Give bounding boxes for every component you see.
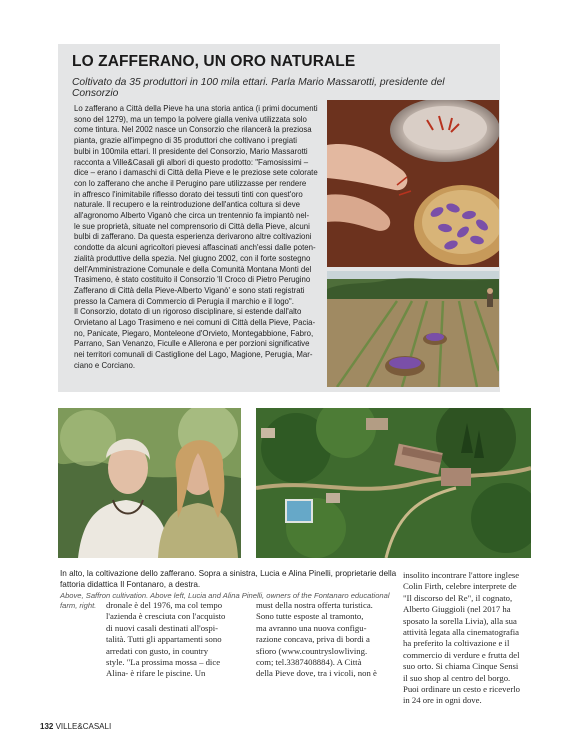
body-line: Trasimeno, è stato costituito il Consorzio 'Il Croco di Pietro Perugino: [74, 275, 311, 285]
body-line: no, Panicate, Piegaro, Monteleone d'Orvieto, Montegabbione, Fabro,: [74, 328, 314, 338]
column-line: insolito incontrare l'attore inglese: [403, 570, 520, 580]
body-line: Parrano, San Venanzo, Ficulle e Allerona e per porzioni significative: [74, 339, 310, 349]
body-line: in affresco l'inimitabile riflesso dorato dei tessuti tinti con quest'oro: [74, 189, 303, 199]
body-line: racconta a Ville&Casali gli albori di questo prodotto: "Famosissimi –: [74, 157, 309, 167]
magazine-name: VILLE&CASALI: [55, 722, 112, 731]
column-right: [403, 570, 545, 707]
column-line: ma avranno una nuova configu-: [256, 622, 367, 633]
column-line: in 24 ore in ogni dove.: [403, 695, 482, 706]
body-line: zialità produttive della spezia. Nel giugno 2002, con il forte sostegno: [74, 253, 311, 263]
body-line: dice – erano i damaschi di Città della Pieve e le preziose sete colorate: [74, 168, 318, 178]
pinelli-portrait-photo: [58, 408, 241, 558]
body-line: condotte da alcuni agricoltori pievesi affascinati anch'essi dalle poten-: [74, 243, 316, 253]
body-line: Zafferano di Città della Pieve-Alberto Viganò' e sono stati registrati: [74, 285, 305, 295]
column-line: Colin Firth, celebre interprete de: [403, 581, 517, 592]
body-line: nei territori comunali di Castiglione del Lago, Magione, Perugia, Mar-: [74, 350, 313, 360]
body-line: naturale. Il recupero e la reintroduzione dell'antica coltura si deve: [74, 200, 301, 210]
column-line: sposato la sorella Livia), alla sua: [403, 615, 517, 626]
column-line: della Pieve dove, tra i vicoli, non è: [256, 668, 377, 679]
column-line: il suo shop al centro del borgo.: [403, 672, 511, 683]
body-line: bulbi in 100mila ettari. Il presidente del Consorzio, Mario Massarotti: [74, 146, 308, 156]
body-line: ciano e Corciano.: [74, 360, 136, 370]
column-line: ha preferito la coltivazione e il: [403, 638, 510, 649]
column-line: com; tel.3387408884). A Città: [256, 657, 362, 668]
column-line: Puoi ordinare un cesto e riceverlo: [403, 684, 520, 695]
column-line: style. "La prossima mossa – dice: [106, 657, 221, 668]
body-line: come tintura. Nel 2002 nasce un Consorzio che rilancerà la preziosa: [74, 125, 312, 135]
body-line: le sue proprietà, situate nel comprensorio di Città della Pieve, alcuni: [74, 221, 310, 231]
body-line: Orvietano al Lago Trasimeno e nei comuni di Città della Pieve, Pacia-: [74, 318, 316, 328]
body-line: bulbi di zafferano. Da questa esperienza derivarono altre coltivazioni: [74, 232, 312, 242]
article-body: [74, 104, 332, 372]
column-middle-right: [256, 600, 398, 680]
column-line: Sono tutte esposte al tramonto,: [256, 611, 364, 622]
column-line: talità. Tutti gli appartamenti sono: [106, 634, 222, 645]
caption-italian: In alto, la coltivazione dello zafferano. Sopra a sinistra, Lucia e Alina Pinelli, proprietarie della fattoria didattica Il Fontanaro, a destra.: [60, 569, 397, 589]
article-subtitle: Coltivato da 35 produttori in 100 mila ettari. Parla Mario Massarotti, presidente del Consorzio: [72, 77, 445, 99]
column-line: Alberto Giuggioli (nel 2017 ha: [403, 604, 511, 615]
caption-english: Above, Saffron cultivation. Above left, Lucia and Alina Pinelli, owners of the Fontanaro educational farm, right.: [60, 591, 390, 611]
column-line: "Il discorso del Re", il cognato,: [403, 592, 513, 603]
body-line: pianta, grazie all'impegno di 35 produttori che coltivano i pregiati: [74, 136, 297, 146]
body-line: con lo zafferano che anche il Perugino pare utilizzasse per rendere: [74, 178, 307, 188]
saffron-field-photo: [327, 271, 499, 387]
column-line: must della nostra offerta turistica.: [256, 600, 373, 610]
column-line: di nuovi casali destinati all'ospi-: [106, 622, 219, 633]
article-title: LO ZAFFERANO, UN ORO NATURALE: [72, 53, 356, 70]
page-number: 132: [40, 722, 54, 731]
column-line: commercio di verdure e frutta del: [403, 649, 520, 660]
column-line: sfioro (www.countryslowliving.: [256, 645, 368, 656]
saffron-hands-photo: [327, 100, 499, 267]
column-line: Alina- è rifare le piscine. Un: [106, 668, 206, 679]
body-line: sono del 1279), ma un tempo la polvere gialla veniva utilizzata solo: [74, 114, 307, 124]
body-line: dell'Amministrazione Comunale e della Comunità Montana Monti del: [74, 264, 312, 274]
column-middle-left: [106, 600, 248, 680]
page-folio: [40, 722, 111, 731]
fontanaro-aerial-photo: [256, 408, 531, 558]
body-line: Lo zafferano a Città della Pieve ha una storia antica (i primi documenti: [74, 104, 318, 113]
column-line: dronale è del 1976, ma col tempo: [106, 600, 223, 610]
body-line: Il Consorzio, dotato di un rigoroso disciplinare, si estende dall'alto: [74, 307, 302, 317]
column-line: attività legata alla cinematografia: [403, 627, 520, 638]
column-line: suo orto. Si chiama Cinque Sensi: [403, 661, 519, 672]
body-line: presso la Camera di Commercio di Perugia il marchio e il logo".: [74, 296, 294, 306]
column-line: razione concava, priva di bordi a: [256, 634, 370, 645]
column-line: l'azienda è cresciuta con l'acquisto: [106, 611, 226, 622]
column-line: arredati con gusto, in country: [106, 645, 209, 656]
body-line: all'agronomo Alberto Viganò che circa un trentennio fa impiantò nel-: [74, 211, 310, 221]
